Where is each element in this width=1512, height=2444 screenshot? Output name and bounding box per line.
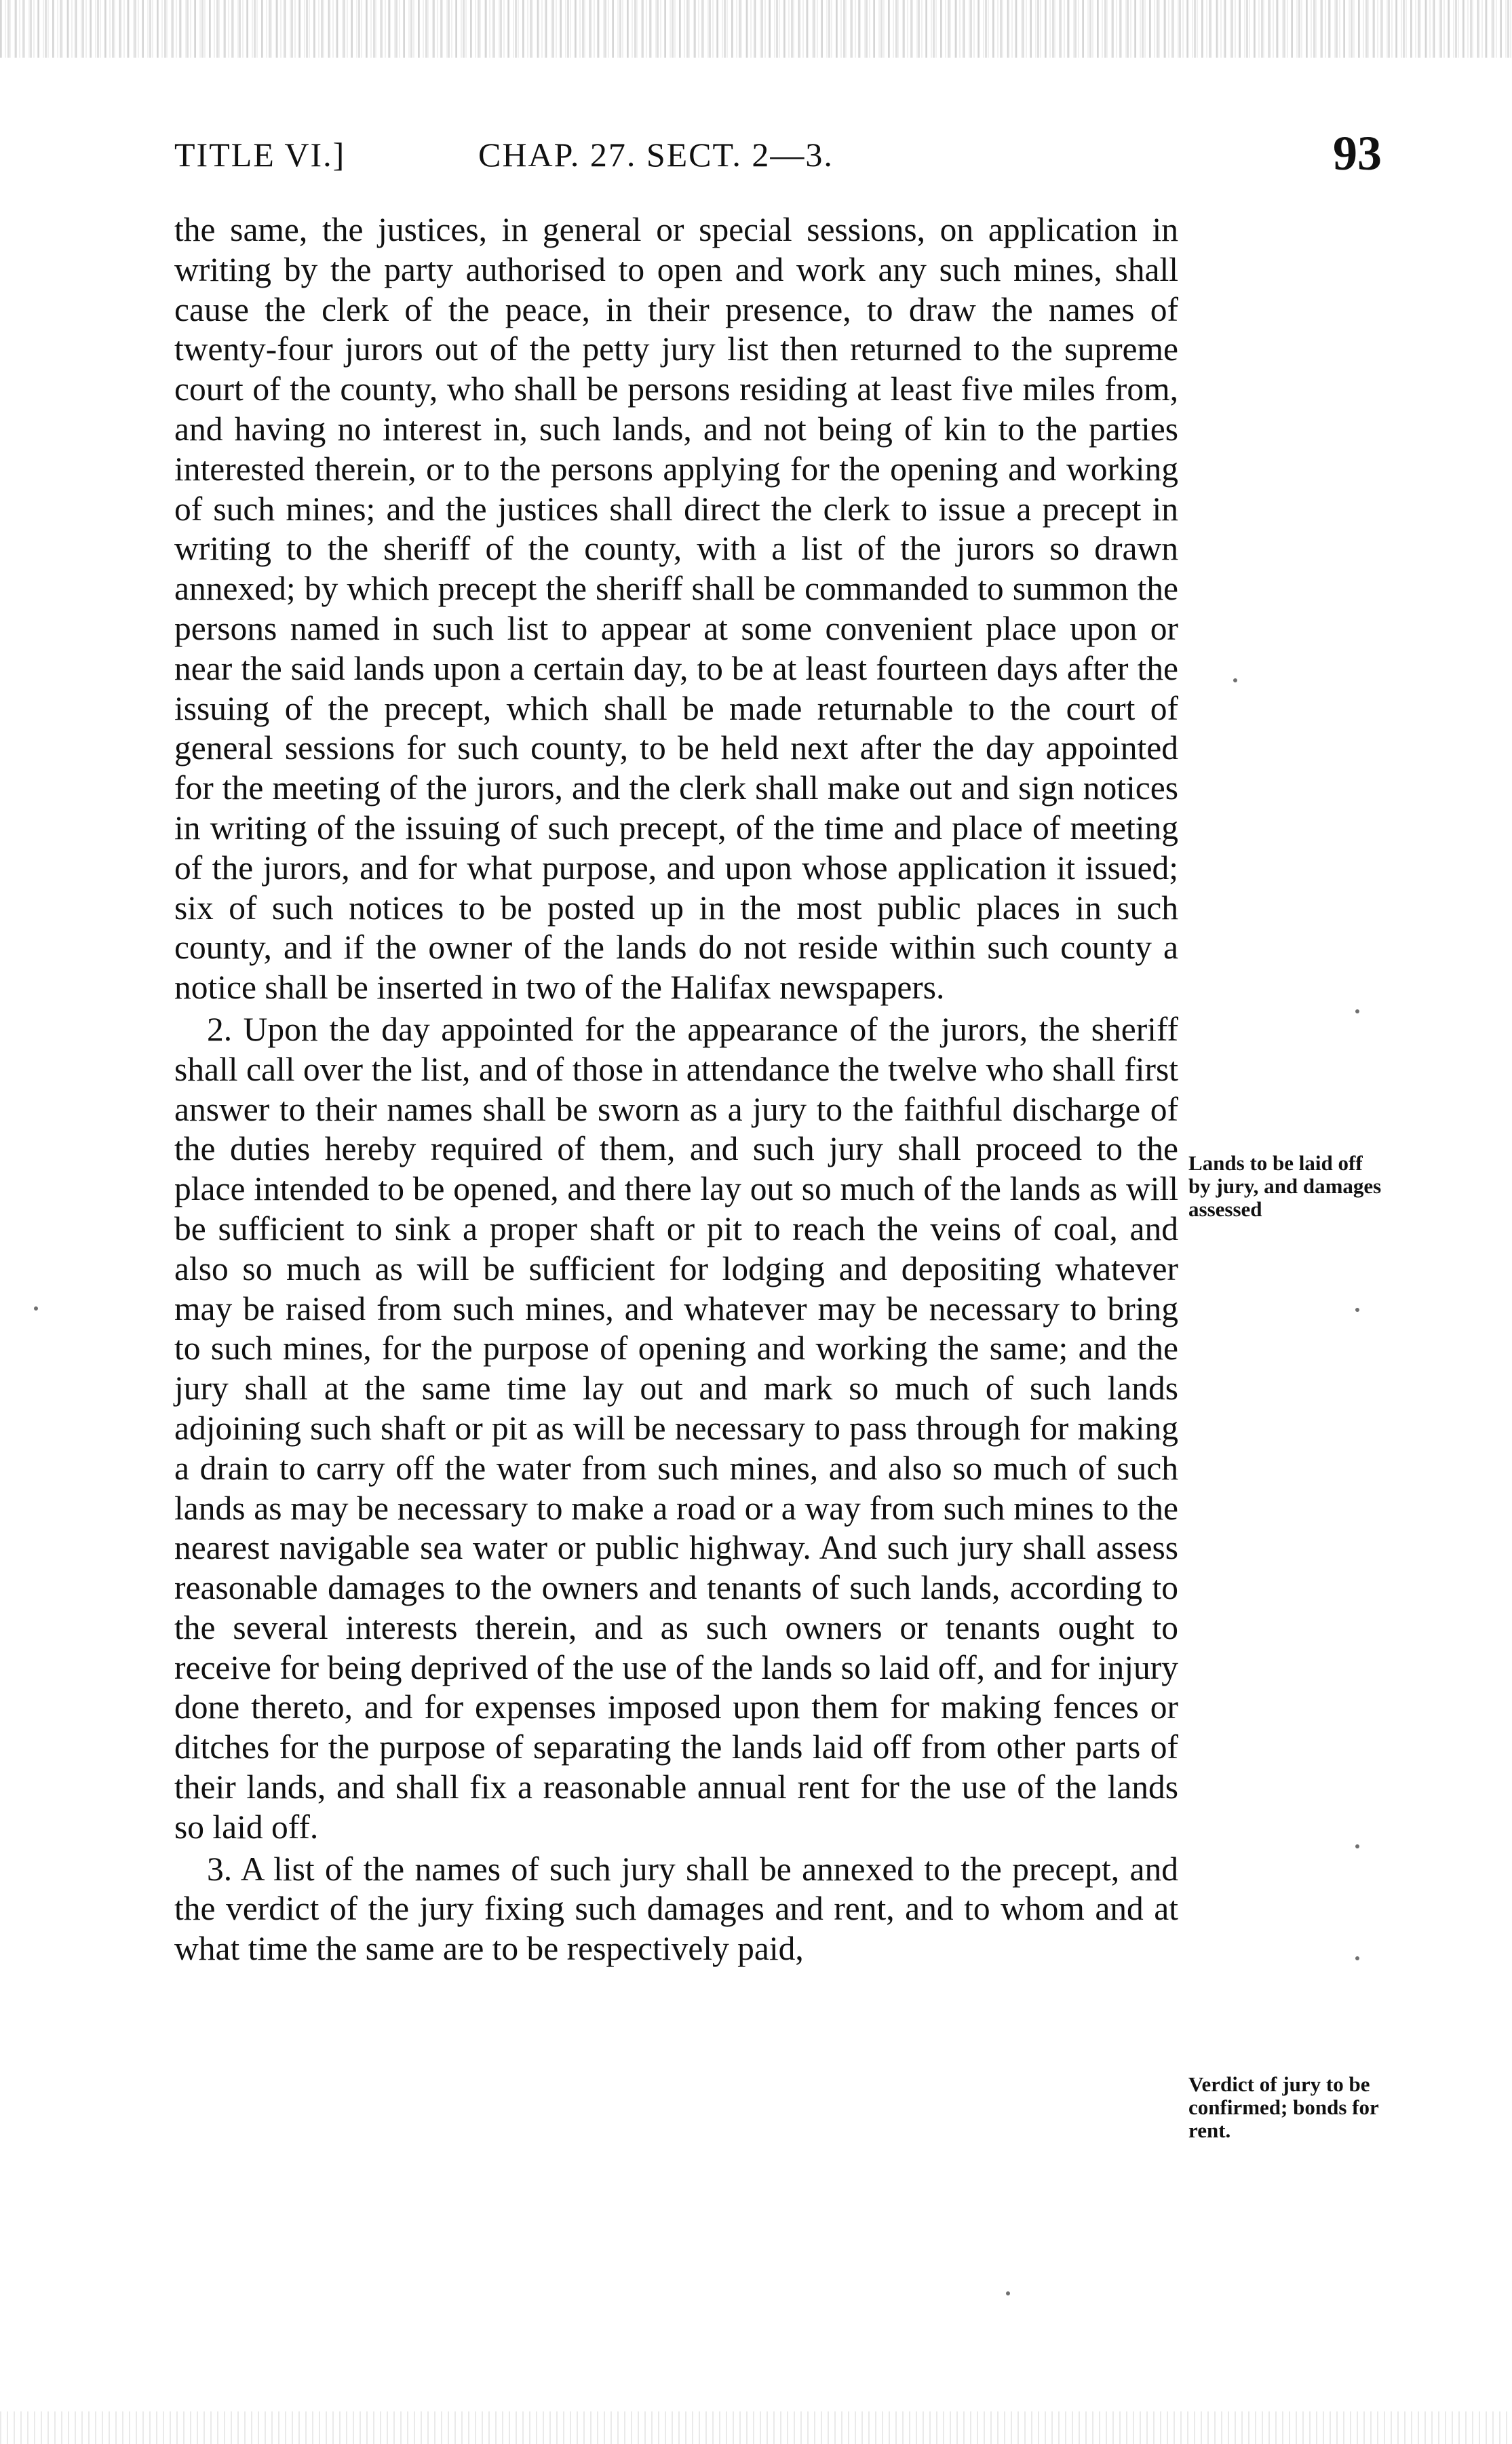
scan-speck xyxy=(1355,1844,1359,1848)
margin-note-lands-laid-off: Lands to be laid off by jury, and damages assessed xyxy=(1188,1151,1382,1221)
scan-speck xyxy=(1355,1956,1359,1960)
paragraph-section-3: 3. A list of the names of such jury shall be annexed to the precept, and the verdict of the jury fixing such damages and rent, and to whom and at what time the same are to be respectively paid, xyxy=(174,1850,1178,1968)
scan-speck xyxy=(1006,2291,1010,2295)
scan-speck xyxy=(1355,1009,1359,1013)
chapter-section-reference: CHAP. 27. SECT. 2—3. xyxy=(478,136,834,174)
statute-text xyxy=(174,210,1178,1969)
scan-speck xyxy=(1355,1308,1359,1312)
margin-note-verdict-confirmed: Verdict of jury to be confirmed; bonds for rent. xyxy=(1188,2072,1379,2142)
scan-speck xyxy=(34,1306,38,1311)
scan-top-edge-noise xyxy=(0,0,1512,58)
page-header xyxy=(174,125,1382,180)
scan-bottom-edge-noise xyxy=(0,2411,1512,2444)
scan-speck xyxy=(1233,678,1237,682)
paragraph-continuation: the same, the justices, in general or special sessions, on application in writing by the party authorised to open and work any such mines, shall cause the clerk of the peace, in their presence, to draw the names of twenty-four jurors out of the petty jury list then returned to the supreme court of the county, who shall be persons residing at least five miles from, and having no interest in, such lands, and not being of kin to the parties interested therein, or to the persons applying for the opening and working of such mines; and the justices shall direct the clerk to issue a precept in writing to the sheriff of the county, with a list of the jurors so drawn annexed; by which precept the sheriff shall be commanded to summon the persons named in such list to appear at some convenient place upon or near the said lands upon a certain day, to be at least fourteen days after the issuing of the precept, which shall be made returnable to the court of general sessions for such county, to be held next after the day appointed for the meeting of the jurors, and the clerk shall make out and sign notices in writing of the issuing of such precept, of the time and place of meeting of the jurors, and for what purpose, and upon whose application it issued; six of such notices to be posted up in the most public places in such county, and if the owner of the lands do not reside within such county a notice shall be inserted in two of the Halifax newspapers. xyxy=(174,211,1178,1007)
paragraph-section-2: 2. Upon the day appointed for the appearance of the jurors, the sheriff shall call over the list, and of those in attendance the twelve who shall first answer to their names shall be sworn as a jury to the faithful discharge of the duties hereby required of them, and such jury shall proceed to the place intended to be opened, and there lay out so much of the lands as will be sufficient to sink a proper shaft or pit to reach the veins of coal, and also so much as will be sufficient for lodging and depositing whatever may be raised from such mines, and whatever may be necessary to bring to such mines, for the purpose of opening and working the same; and the jury shall at the same time lay out and mark so much of such lands adjoining such shaft or pit as will be necessary to pass through for making a drain to carry off the water from such mines, and also so much of such lands as may be necessary to make a road or a way from such mines to the nearest navigable sea water or public highway. And such jury shall assess reasonable damages to the owners and tenants of such lands, according to the several interests therein, and as such owners or tenants ought to receive for being deprived of the use of the lands so laid off, and for injury done thereto, and for expenses imposed upon them for making fences or ditches for the purpose of separating the lands laid off from other parts of their lands, and shall fix a reasonable annual rent for the use of the lands so laid off. xyxy=(174,1010,1178,1846)
page-number: 93 xyxy=(1333,126,1382,180)
title-reference: TITLE VI.] xyxy=(174,136,346,174)
